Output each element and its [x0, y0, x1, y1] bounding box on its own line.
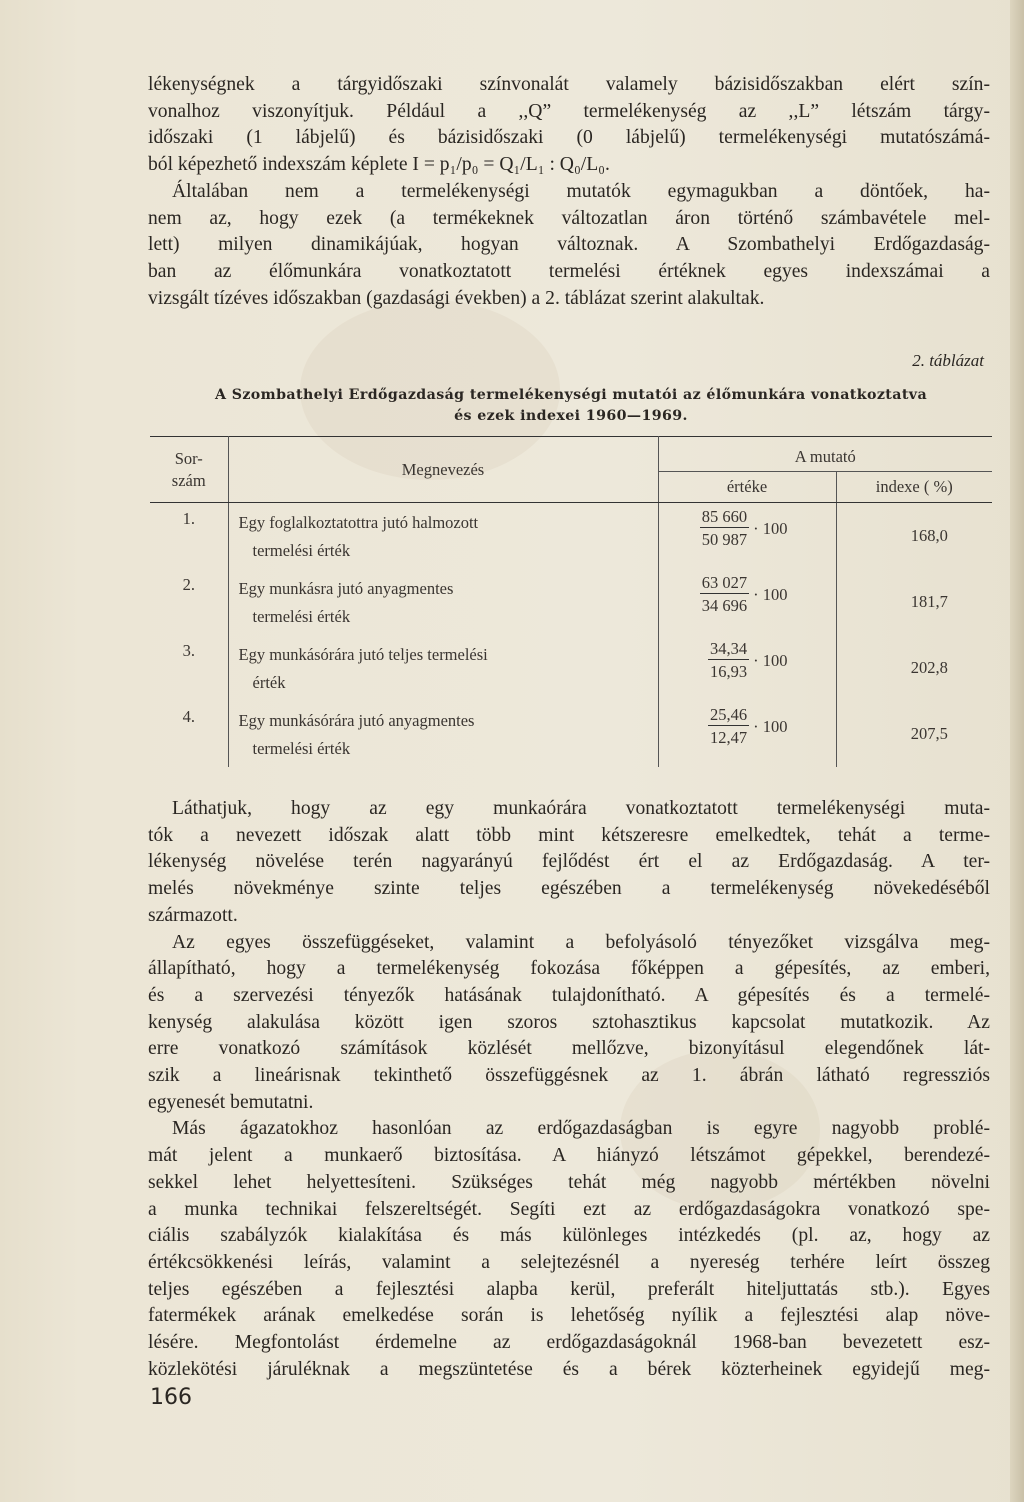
- table-row: [150, 569, 992, 635]
- table-title-line: és ezek indexei 1960—1969.: [454, 408, 688, 424]
- row-name: [228, 635, 658, 701]
- paragraph-3-cont: [148, 823, 990, 930]
- text-line: fatermékek arának emelkedése során is lehetőség nyílik a fejlesztési alap növe-: [148, 1305, 990, 1327]
- fraction-numerator: 25,46: [710, 705, 748, 724]
- row-name: [228, 569, 658, 635]
- text-line: időszaki (1 lábjelű) és bázisidőszaki (0 lábjelű) termelékenységi mutatószámá-: [148, 127, 990, 149]
- text-line: ban az élőmunkára vonatkoztatott termelési értéknek egyes indexszámai a: [148, 260, 990, 282]
- paragraph-5: [148, 1116, 990, 1143]
- row-number: 2.: [150, 569, 228, 635]
- paragraph-4-cont: [148, 956, 990, 1116]
- text-line: ciális szabályzók kialakítása és más különleges intézkedés (pl. az, hogy az: [148, 1225, 990, 1247]
- row-name-line: érték: [252, 673, 286, 692]
- row-name-line: Egy munkásórára jutó anyagmentes: [238, 711, 475, 730]
- header-megnevezes: Megnevezés: [228, 437, 658, 503]
- text-line: egyenesét bemutatni.: [148, 1091, 314, 1113]
- row-value: [658, 701, 836, 767]
- fraction-denominator: 16,93: [708, 659, 749, 682]
- fraction-numerator: 85 660: [701, 507, 748, 526]
- text-line: lékenység növelése terén nagyarányú fejlődést ért el az Erdőgazdaság. A ter-: [148, 851, 990, 873]
- multiplier: · 100: [753, 650, 788, 670]
- fraction-numerator: 63 027: [701, 573, 748, 592]
- fraction-denominator: 12,47: [708, 725, 749, 748]
- paragraph-3: [148, 796, 990, 823]
- body-text-bottom: [148, 796, 990, 1383]
- row-name: [228, 503, 658, 570]
- row-name-line: Egy munkásórára jutó teljes termelési: [238, 645, 488, 664]
- row-number: 3.: [150, 635, 228, 701]
- row-name-line: termelési érték: [252, 739, 351, 758]
- fraction-denominator: 50 987: [700, 527, 749, 550]
- text-line: a munka technikai felszereltségét. Segíti ezt az erdőgazdaságokra vonatkozó spe-: [148, 1198, 990, 1220]
- body-text-top: [148, 72, 990, 312]
- text-line: tók a nevezett időszak alatt több mint kétszeresre emelkedtek, tehát a terme-: [148, 824, 990, 846]
- text-line: közlekötési járuléknak a megszüntetése és a bérek közterheinek egyidejű meg-: [148, 1358, 990, 1380]
- text-line: kenység alakulása között igen szoros sztohasztikus kapcsolat mutatkozik. Az: [148, 1011, 990, 1033]
- table-title: [150, 385, 992, 427]
- text-line: teljes egészében a fejlesztési alapba kerül, preferált hiteljuttatás stb.). Egyes: [148, 1278, 990, 1300]
- text-line: Általában nem a termelékenységi mutatók egymagukban a döntőek, ha-: [172, 180, 990, 202]
- text-line: lékenységnek a tárgyidőszaki színvonalát valamely bázisidőszakban elért szín-: [148, 74, 990, 95]
- row-index: 168,0: [910, 526, 948, 545]
- row-number: 1.: [150, 503, 228, 570]
- paragraph-2-cont: [148, 206, 990, 313]
- row-index: 207,5: [910, 724, 948, 743]
- page-edge: [1010, 0, 1024, 1502]
- text-line: értékcsökkenési leírás, valamint a selejtezésnél a nyereség terhére leírt összeg: [148, 1251, 990, 1273]
- multiplier: · 100: [753, 518, 788, 538]
- row-value: [658, 503, 836, 570]
- header-indexe: indexe ( %): [836, 472, 992, 503]
- text-line: Az egyes összefüggéseket, valamint a befolyásoló tényezőket vizsgálva meg-: [172, 931, 990, 953]
- row-index: 181,7: [910, 592, 948, 611]
- text-line: szik a lineárisnak tekinthető összefüggésnek az 1. ábrán látható regressziós: [148, 1065, 990, 1087]
- table-row: [150, 503, 992, 570]
- text-line: lésére. Megfontolást érdemelne az erdőgazdaságoknál 1968-ban bevezetett esz-: [148, 1332, 990, 1354]
- table-label: 2. táblázat: [912, 351, 984, 370]
- multiplier: · 100: [753, 584, 788, 604]
- row-name-line: Egy munkásra jutó anyagmentes: [238, 579, 454, 598]
- text-line: Más ágazatokhoz hasonlóan az erdőgazdaságban is egyre nagyobb problé-: [172, 1118, 990, 1140]
- value-fraction: [708, 639, 749, 682]
- row-number: 4.: [150, 701, 228, 767]
- header-a-mutato: A mutató: [658, 437, 992, 472]
- text-line: vizsgált tízéves időszakban (gazdasági években) a 2. táblázat szerint alakultak.: [148, 287, 765, 309]
- text-line: Láthatjuk, hogy az egy munkaórára vonatkoztatott termelékenységi muta-: [172, 798, 990, 819]
- row-name-line: Egy foglalkoztatottra jutó halmozott: [238, 513, 479, 532]
- table-row: [150, 635, 992, 701]
- value-fraction: [700, 573, 749, 616]
- text-line: mát jelent a munkaerő biztosítása. A hiányzó létszámot gépekkel, berendezé-: [148, 1145, 990, 1167]
- header-erteke: értéke: [658, 472, 836, 503]
- row-name: [228, 701, 658, 767]
- page-number: 166: [150, 1385, 192, 1410]
- fraction-numerator: 34,34: [710, 639, 748, 658]
- text-line: vonalhoz viszonyítjuk. Például a ,,Q” termelékenység az ,,L” létszám tárgy-: [148, 100, 990, 122]
- row-name-line: termelési érték: [252, 541, 351, 560]
- text-line: és a szervezési tényezők hatásának tulajdonítható. A gépesítés és a termelé-: [148, 984, 990, 1006]
- paragraph-4: [148, 930, 990, 957]
- paragraph-5-cont: [148, 1143, 990, 1383]
- row-value: [658, 635, 836, 701]
- row-value: [658, 569, 836, 635]
- multiplier: · 100: [753, 716, 788, 736]
- value-fraction: [708, 705, 749, 748]
- row-name-line: termelési érték: [252, 607, 351, 626]
- text-line: állapítható, hogy a termelékenység fokozása főképpen a gépesítés, az emberi,: [148, 958, 990, 980]
- text-line: származott.: [148, 904, 238, 926]
- text-line: erre vonatkozó számítások közlését mellőzve, bizonyításul elegendőnek lát-: [148, 1038, 990, 1060]
- text-line: nem az, hogy ezek (a termékeknek változatlan áron történő számbavétele mel-: [148, 207, 990, 229]
- text-line: sekkel lehet helyettesíteni. Szükséges tehát még nagyobb mértékben növelni: [148, 1171, 990, 1193]
- header-sorszam: Sor- szám: [150, 437, 228, 503]
- formula-line: ból képezhető indexszám képlete I = p₁/p₀ = Q₁/L₁ : Q₀/L₀.: [148, 154, 610, 176]
- fraction-denominator: 34 696: [700, 593, 749, 616]
- productivity-table: [150, 436, 992, 767]
- paragraph-2: [148, 179, 990, 206]
- table-title-line: A Szombathelyi Erdőgazdaság termelékenységi mutatói az élőmunkára vonatkoztatva: [214, 387, 928, 403]
- text-line: lett) milyen dinamikájúak, hogyan változnak. A Szombathelyi Erdőgazdaság-: [148, 234, 990, 256]
- paragraph-1: [148, 72, 990, 179]
- value-fraction: [700, 507, 749, 550]
- row-index: 202,8: [910, 658, 948, 677]
- text-line: melés növekménye szinte teljes egészében a termelékenység növekedéséből: [148, 878, 990, 900]
- table-row: [150, 701, 992, 767]
